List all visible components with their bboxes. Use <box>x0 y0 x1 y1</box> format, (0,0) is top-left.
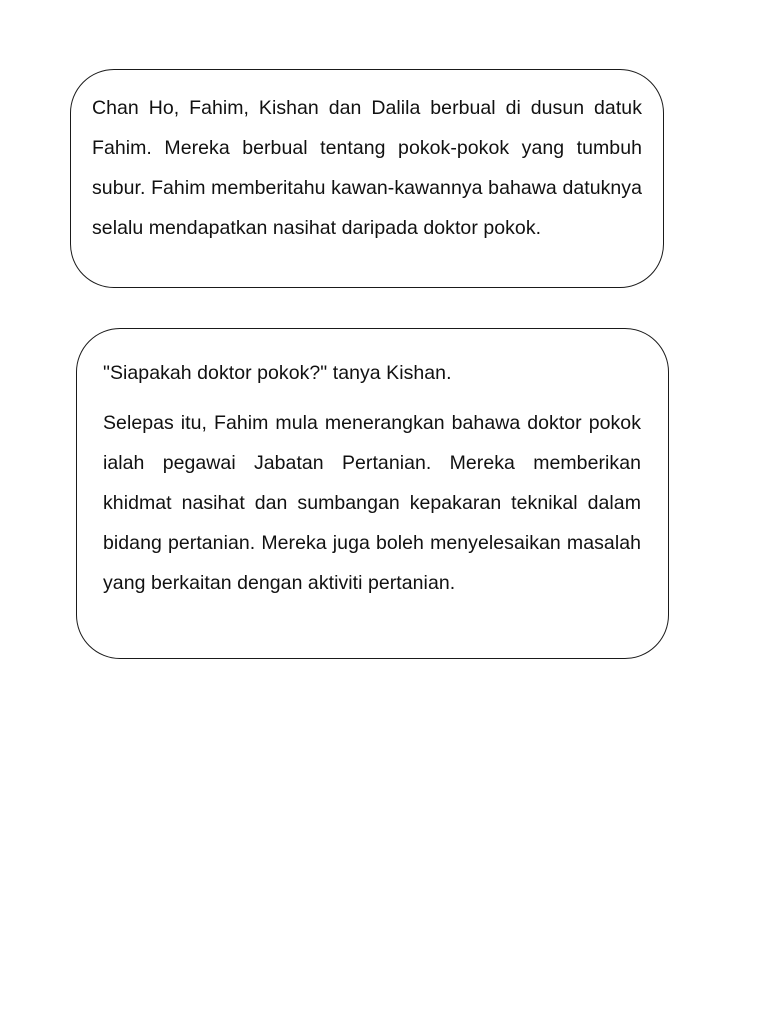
dialogue-line: "Siapakah doktor pokok?" tanya Kishan. <box>103 362 452 384</box>
story-box-2 <box>76 328 669 659</box>
story-paragraph-1: Chan Ho, Fahim, Kishan dan Dalila berbual di dusun datuk Fahim. Mereka berbual tentang pokok-pokok yang tumbuh subur. Fahim memberitahu kawan-kawannya bahawa datuknya selalu mendapatkan nasihat daripada doktor pokok. <box>92 97 642 239</box>
story-box-1 <box>70 69 664 288</box>
story-paragraph-2: Selepas itu, Fahim mula menerangkan bahawa doktor pokok ialah pegawai Jabatan Pertanian. Mereka memberikan khidmat nasihat dan sumbangan kepakaran teknikal dalam bidang pertanian. Mereka juga boleh menyelesaikan masalah yang berkaitan dengan aktiviti pertanian. <box>103 412 641 594</box>
